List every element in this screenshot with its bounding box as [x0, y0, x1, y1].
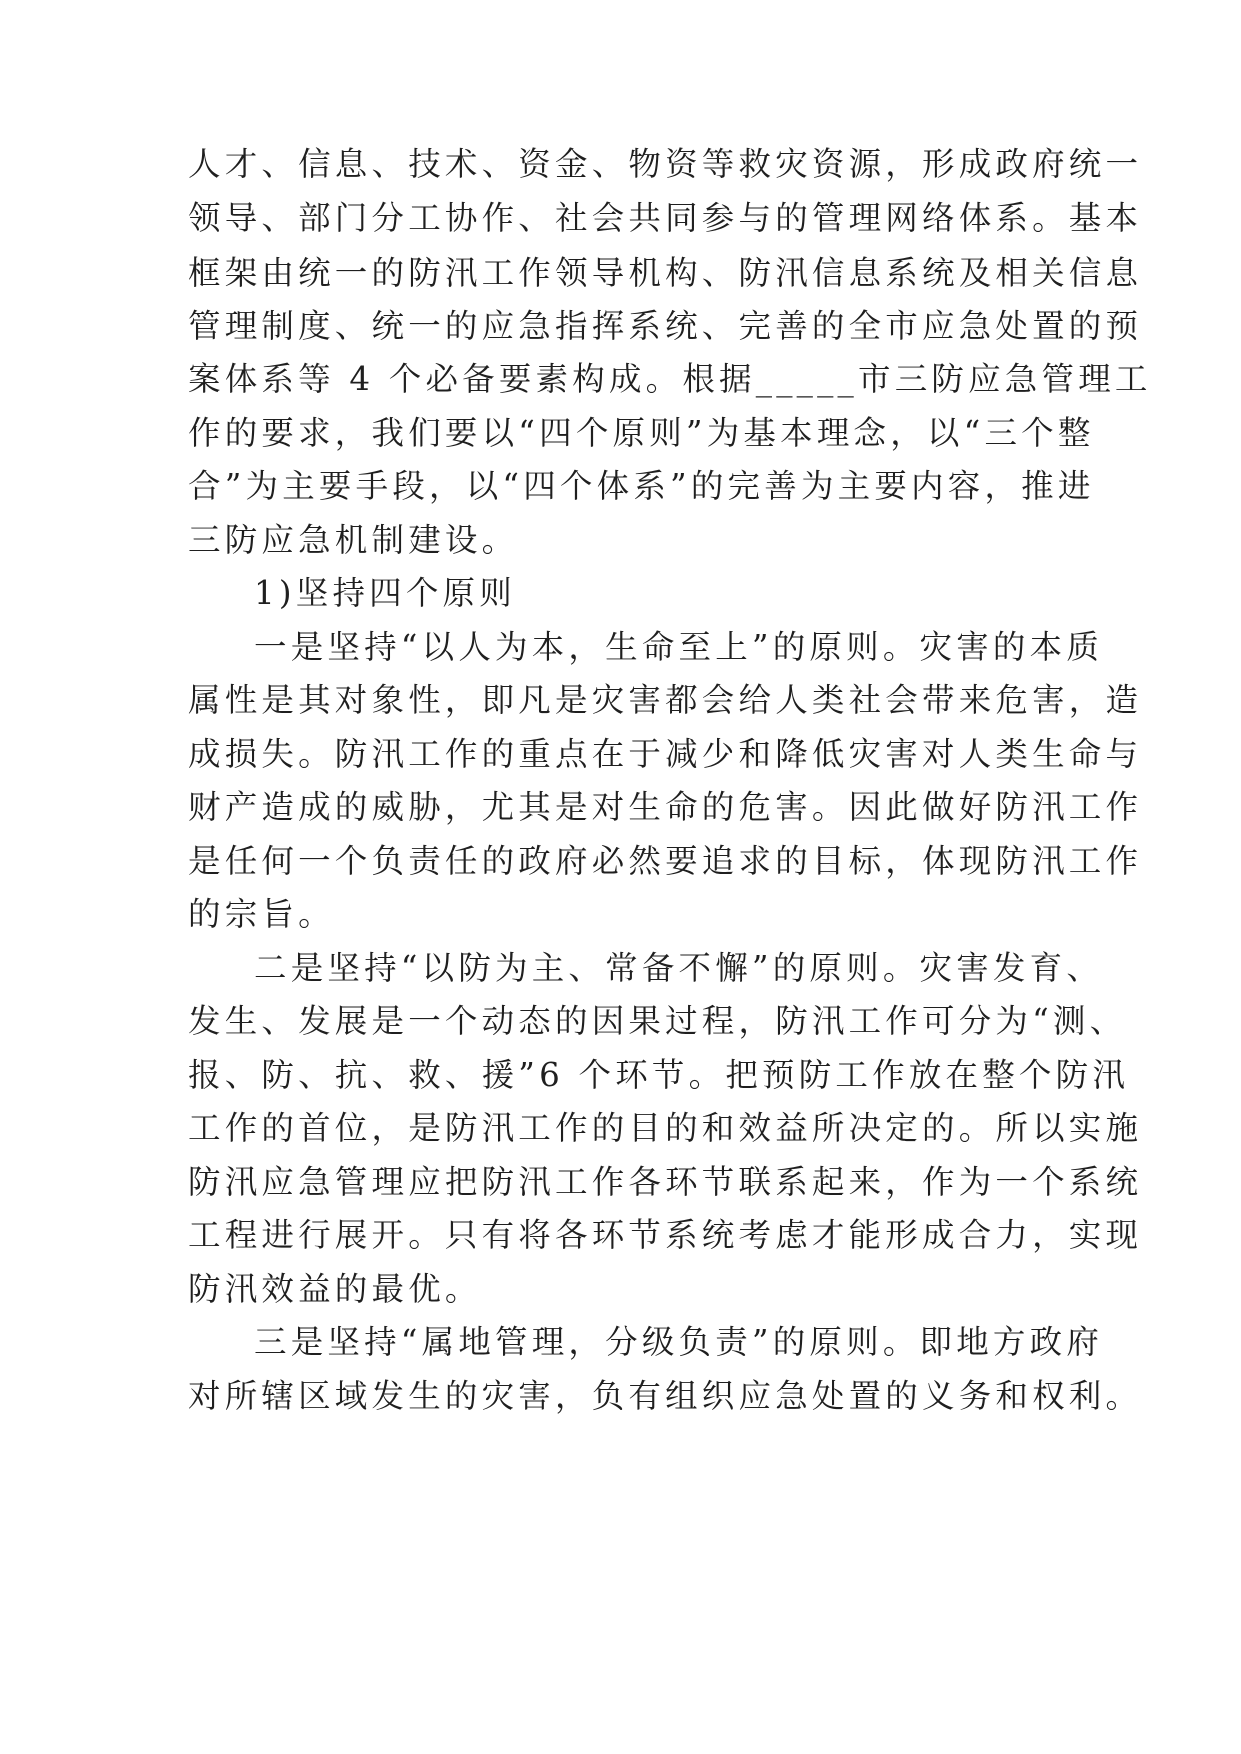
text-line: 防汛效益的最优。	[188, 1270, 482, 1308]
paragraph-first-line: 三是坚持“属地管理，分级负责”的原则。即地方政府	[254, 1323, 1104, 1361]
text-line: 框架由统一的防汛工作领导机构、防汛信息系统及相关信息	[188, 254, 1143, 292]
text-line: 案体系等 4 个必备要素构成。根据_____市三防应急管理工	[188, 360, 1152, 398]
text-line: 财产造成的威胁，尤其是对生命的危害。因此做好防汛工作	[188, 788, 1143, 826]
text-line: 是任何一个负责任的政府必然要追求的目标，体现防汛工作	[188, 842, 1143, 880]
text-line: 工作的首位，是防汛工作的目的和效益所决定的。所以实施	[188, 1109, 1143, 1147]
text-line: 防汛应急管理应把防汛工作各环节联系起来，作为一个系统	[188, 1163, 1143, 1201]
text-line: 三防应急机制建设。	[188, 521, 519, 559]
text-line: 的宗旨。	[188, 895, 335, 933]
text-line: 属性是其对象性，即凡是灾害都会给人类社会带来危害，造	[188, 681, 1143, 719]
text-line: 工程进行展开。只有将各环节系统考虑才能形成合力，实现	[188, 1216, 1143, 1254]
text-line: 管理制度、统一的应急指挥系统、完善的全市应急处置的预	[188, 307, 1143, 345]
text-line: 成损失。防汛工作的重点在于减少和降低灾害对人类生命与	[188, 735, 1143, 773]
text-line: 合”为主要手段，以“四个体系”的完善为主要内容，推进	[188, 467, 1095, 505]
text-line: 对所辖区域发生的灾害，负有组织应急处置的义务和权利。	[188, 1377, 1143, 1415]
text-line: 领导、部门分工协作、社会共同参与的管理网络体系。基本	[188, 199, 1143, 237]
text-line: 人才、信息、技术、资金、物资等救灾资源，形成政府统一	[188, 145, 1143, 183]
text-line: 报、防、抗、救、援”6 个环节。把预防工作放在整个防汛	[188, 1056, 1130, 1094]
section-heading: 1)坚持四个原则	[254, 574, 516, 612]
paragraph-first-line: 一是坚持“以人为本，生命至上”的原则。灾害的本质	[254, 628, 1104, 666]
paragraph-first-line: 二是坚持“以防为主、常备不懈”的原则。灾害发育、	[254, 949, 1104, 987]
text-line: 发生、发展是一个动态的因果过程，防汛工作可分为“测、	[188, 1002, 1127, 1040]
text-line: 作的要求，我们要以“四个原则”为基本理念，以“三个整	[188, 414, 1095, 452]
